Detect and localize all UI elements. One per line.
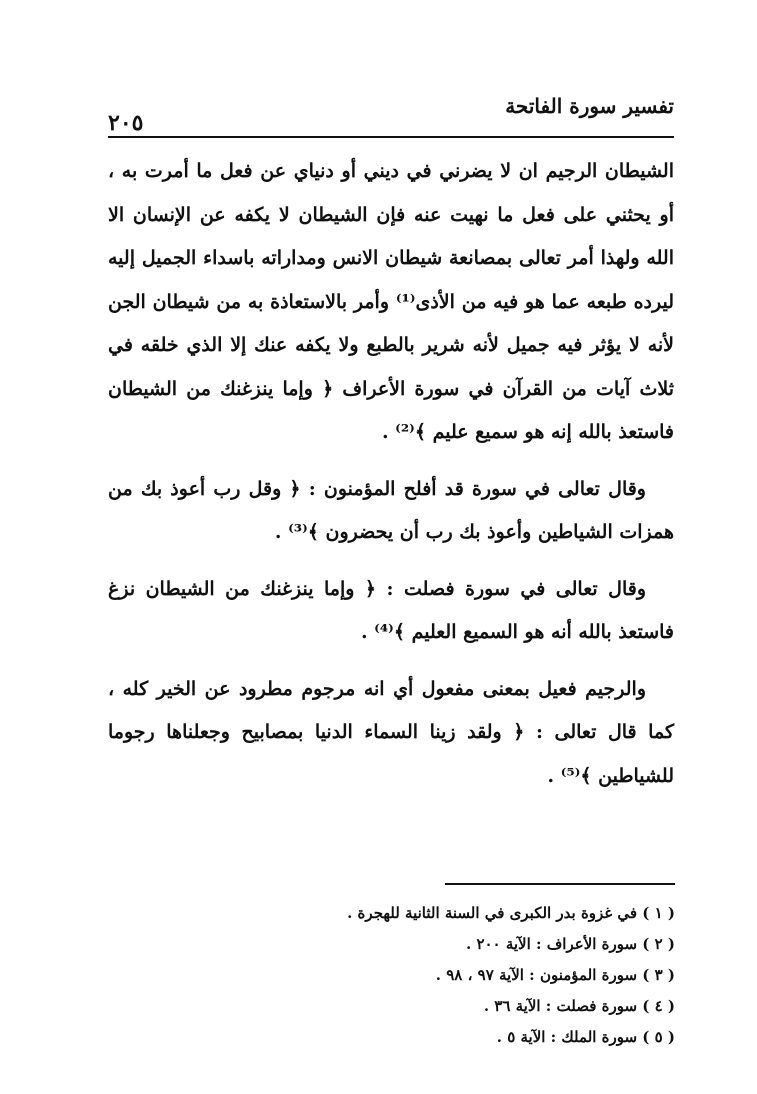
running-title: تفسير سورة الفاتحة [505, 94, 674, 118]
paragraph: والرجيم فعيل بمعنى مفعول أي انه مرجوم مطرود عن الخير كله ، كما قال تعالى : ﴿ ولقد زينا السماء الدنيا بمصابيح وجعلناها رجوما للشياطين ﴾⁽⁵⁾ . [108, 677, 674, 787]
paragraph: الشيطان الرجيم ان لا يضرني في ديني أو دنياي عن فعل ما أمرت به ، أو يحثني على فعل ما نهيت عنه فإن الشيطان لا يكفه عن الإنسان الا الله ولهذا أمر تعالى بمصانعة شيطان الانس ومداراته باسداء الجميل إليه ليرده طبعه عما هو فيه من الأذى⁽¹⁾ وأمر بالاستعاذة به من شيطان الجن لأنه لا يؤثر فيه جميل لأنه شرير بالطبع ولا يكفه عنك إلا الذي خلقه في ثلاث آيات من القرآن في سورة الأعراف ﴿ وإما ينزغنك من الشيطان فاستعذ بالله إنه هو سميع عليم ﴾⁽²⁾ . [108, 160, 675, 443]
paragraph: وقال تعالى في سورة قد أفلح المؤمنون : ﴿ وقل رب أعوذ بك من همزات الشياطين وأعوذ بك رب أن يحضرون ﴾⁽³⁾ . [108, 477, 674, 543]
page-header [108, 92, 674, 138]
footnote: ( ٤ ) سورة فصلت : الآية ٣٦ . [483, 997, 675, 1015]
page-number: ٢٠٥ [108, 110, 144, 136]
footnotes [115, 898, 675, 1053]
footnote: ( ٢ ) سورة الأعراف : الآية ٢٠٠ . [465, 935, 675, 953]
main-text [108, 150, 674, 798]
paragraph: وقال تعالى في سورة فصلت : ﴿ وإما ينزغنك من الشيطان نزغ فاستعذ بالله أنه هو السميع العليم ﴾⁽⁴⁾ . [108, 577, 674, 643]
footnote-divider [445, 883, 675, 885]
footnote: ( ٥ ) سورة الملك : الآية ٥ . [496, 1028, 675, 1046]
footnote: ( ١ ) في غزوة بدر الكبرى في السنة الثانية للهجرة . [347, 904, 675, 922]
footnote: ( ٣ ) سورة المؤمنون : الآية ٩٧ ، ٩٨ . [435, 966, 675, 984]
